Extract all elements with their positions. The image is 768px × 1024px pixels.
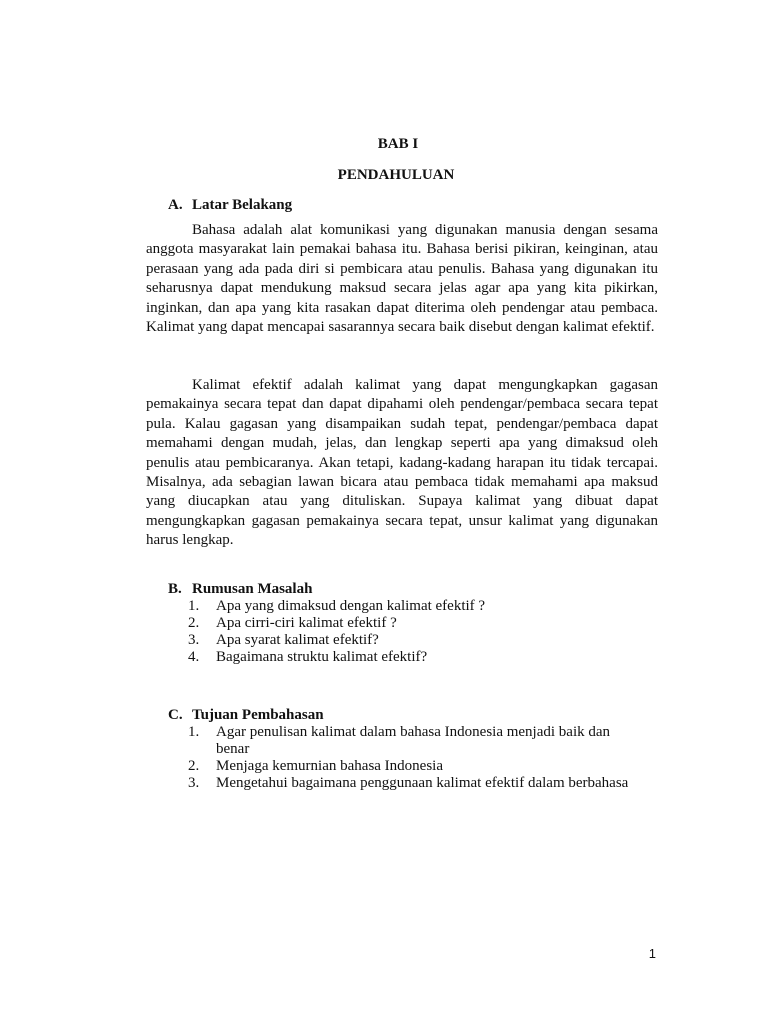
item-text: Agar penulisan kalimat dalam bahasa Indonesia menjadi baik dan benar — [216, 724, 611, 757]
item-text: Menjaga kemurnian bahasa Indonesia — [216, 758, 443, 774]
chapter-number: BAB I — [377, 136, 419, 152]
list-item — [188, 632, 646, 649]
list-item — [188, 598, 646, 615]
section-a-heading — [168, 197, 292, 214]
section-b-title: Rumusan Masalah — [192, 581, 313, 597]
item-text: Apa yang dimaksud dengan kalimat efektif ? — [216, 598, 486, 614]
paragraph-2: Kalimat efektif adalah kalimat yang dapat mengungkapkan gagasan pemakainya secara tepat dan dapat dipahami oleh pendengar/pembaca secara tepat pula. Kalau gagasan yang disampaikan sudah tepat, pendengar/pembaca dapat memahami dengan mudah, jelas, dan lengkap seperti apa yang dimaksud oleh penulis atau pembicaranya. Akan tetapi, kadang-kadang harapan itu tidak tercapai. Misalnya, ada sebagian lawan bicara atau pembaca tidak memahami apa maksud yang diucapkan atau yang dituliskan. Supaya kalimat yang dibuat dapat mengungkapkan gagasan pemakainya secara tepat, unsur kalimat yang digunakan harus lengkap. — [146, 377, 658, 549]
section-a-letter: A. — [168, 197, 183, 213]
section-b-letter: B. — [168, 581, 182, 597]
item-text: Bagaimana struktu kalimat efektif? — [216, 649, 428, 665]
list-item — [188, 615, 646, 632]
item-text: Mengetahui bagaimana penggunaan kalimat efektif dalam berbahasa — [216, 775, 629, 791]
list-item — [188, 775, 646, 792]
item-text: Apa syarat kalimat efektif? — [216, 632, 379, 648]
list-item — [188, 649, 646, 666]
item-number: 2. — [188, 615, 200, 631]
list-item — [188, 724, 646, 758]
section-b-heading — [168, 581, 312, 598]
section-c-letter: C. — [168, 707, 183, 723]
problem-list — [188, 598, 646, 666]
item-number: 4. — [188, 649, 200, 665]
paragraph-1: Bahasa adalah alat komunikasi yang digunakan manusia dengan sesama anggota masyarakat lain pemakai bahasa itu. Bahasa berisi pikiran, keinginan, atau perasaan yang ada pada diri si pembicara atau penulis. Bahasa yang digunakan itu seharusnya dapat mendukung maksud secara jelas agar apa yang kita pikirkan, inginkan, dan apa yang kita rasakan dapat diterima oleh pendengar atau pembaca. Kalimat yang dapat mencapai sasarannya secara baik disebut dengan kalimat efektif. — [146, 222, 658, 336]
item-text: Apa cirri-ciri kalimat efektif ? — [216, 615, 397, 631]
section-c-heading — [168, 707, 324, 724]
item-number: 2. — [188, 758, 200, 774]
section-c-title: Tujuan Pembahasan — [192, 707, 324, 723]
page-number: 1 — [648, 946, 656, 961]
item-number: 3. — [188, 775, 200, 791]
chapter-title: PENDAHULUAN — [337, 167, 455, 183]
purpose-list — [188, 724, 646, 792]
section-a-title: Latar Belakang — [192, 197, 293, 213]
list-item — [188, 758, 646, 775]
item-number: 3. — [188, 632, 200, 648]
item-number: 1. — [188, 598, 200, 614]
item-number: 1. — [188, 724, 200, 740]
